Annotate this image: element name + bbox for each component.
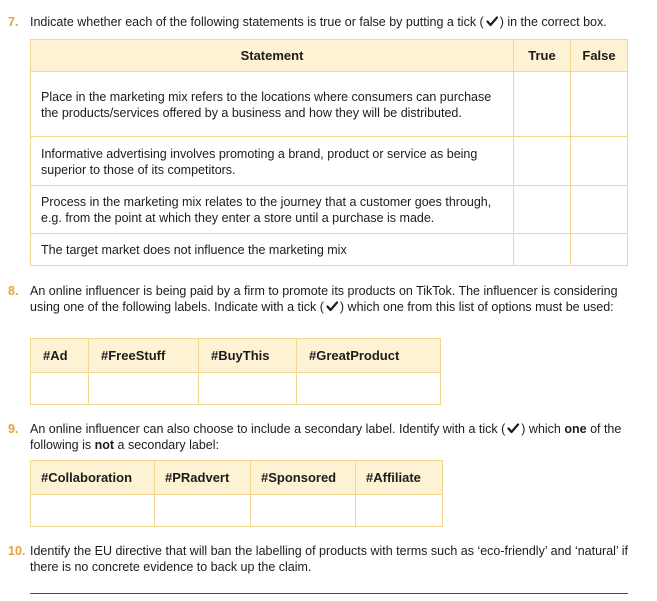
header-statement: Statement: [31, 40, 514, 72]
tick-box[interactable]: [31, 495, 155, 527]
tick-box[interactable]: [251, 495, 356, 527]
question-number: 9.: [8, 422, 19, 436]
tick-box[interactable]: [297, 373, 441, 405]
question-10: [8, 543, 648, 575]
question-text: [30, 421, 648, 453]
label-ad: #Ad: [31, 339, 89, 373]
table-header-row: [31, 40, 628, 72]
question-number: 10.: [8, 544, 26, 558]
tick-icon: [505, 422, 521, 435]
table-row: [31, 495, 443, 527]
tick-box[interactable]: [155, 495, 251, 527]
question-9: [8, 421, 648, 453]
answer-line[interactable]: [30, 593, 628, 594]
secondary-label-table: [30, 460, 443, 527]
label-pradvert: #PRadvert: [155, 461, 251, 495]
true-false-table: [30, 39, 628, 266]
tick-box[interactable]: [89, 373, 199, 405]
question-number: 8.: [8, 284, 19, 298]
label-greatproduct: #GreatProduct: [297, 339, 441, 373]
true-tick-box[interactable]: [514, 137, 571, 186]
statement-cell: Informative advertising involves promoting a brand, product or service as being superior to those of its competitors.: [31, 137, 514, 186]
true-tick-box[interactable]: [514, 234, 571, 266]
question-7: [8, 14, 648, 30]
emphasis-text: not: [94, 438, 115, 452]
true-tick-box[interactable]: [514, 186, 571, 234]
header-false: False: [571, 40, 628, 72]
label-options-table: [30, 338, 441, 405]
question-8: [8, 283, 633, 315]
question-number: 7.: [8, 15, 19, 29]
tick-icon: [484, 15, 500, 28]
question-text-part: Indicate whether each of the following statements is true or false by putting a tick (: [30, 15, 484, 29]
tick-box[interactable]: [31, 373, 89, 405]
header-true: True: [514, 40, 571, 72]
label-buythis: #BuyThis: [199, 339, 297, 373]
tick-icon: [324, 300, 340, 313]
question-text: Identify the EU directive that will ban the labelling of products with terms such as ‘eco-friendly’ and ‘natural’ if there is no concrete evidence to back up the claim.: [30, 544, 628, 574]
table-row: [31, 373, 441, 405]
question-text-part: a secondary label:: [114, 438, 219, 452]
table-row: [31, 72, 628, 137]
false-tick-box[interactable]: [571, 137, 628, 186]
question-text-part: An online influencer can also choose to include a secondary label. Identify with a tick (: [30, 422, 506, 436]
question-text-part: ) which: [521, 422, 565, 436]
question-text-part: of the following is: [30, 422, 622, 452]
label-collaboration: #Collaboration: [31, 461, 155, 495]
table-row: [31, 137, 628, 186]
tick-box[interactable]: [199, 373, 297, 405]
table-row: [31, 234, 628, 266]
emphasis-text: one: [564, 422, 587, 436]
statement-cell: Place in the marketing mix refers to the locations where consumers can purchase the products/services offered by a business and how they will be distributed.: [31, 72, 514, 137]
statement-cell: Process in the marketing mix relates to the journey that a customer goes through, e.g. from the point at which they enter a store until a purchase is made.: [31, 186, 514, 234]
question-text: [30, 14, 648, 30]
false-tick-box[interactable]: [571, 186, 628, 234]
question-text-part: An online influencer is being paid by a firm to promote its products on TikTok. The influencer is considering using one of the following labels. Indicate with a tick (: [30, 284, 618, 314]
tick-box[interactable]: [356, 495, 443, 527]
false-tick-box[interactable]: [571, 234, 628, 266]
table-header-row: [31, 339, 441, 373]
question-text-part: ) which one from this list of options must be used:: [339, 300, 614, 314]
question-text-part: ) in the correct box.: [499, 15, 607, 29]
label-sponsored: #Sponsored: [251, 461, 356, 495]
label-affiliate: #Affiliate: [356, 461, 443, 495]
question-text: [30, 283, 633, 315]
true-tick-box[interactable]: [514, 72, 571, 137]
statement-cell: The target market does not influence the marketing mix: [31, 234, 514, 266]
table-row: [31, 186, 628, 234]
table-header-row: [31, 461, 443, 495]
false-tick-box[interactable]: [571, 72, 628, 137]
label-freestuff: #FreeStuff: [89, 339, 199, 373]
